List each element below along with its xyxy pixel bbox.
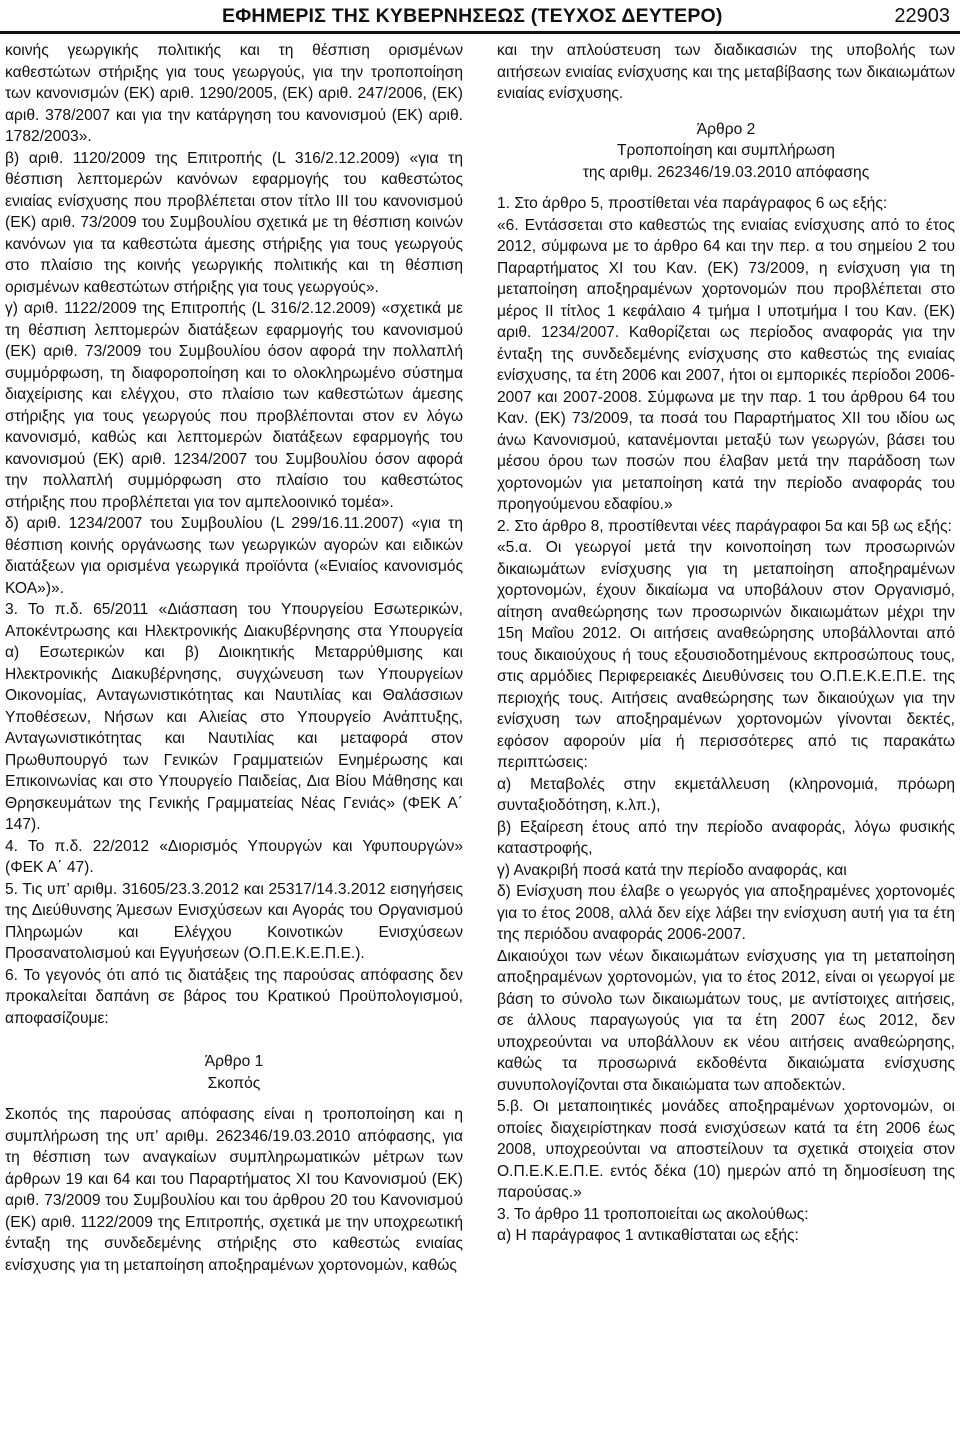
paragraph: 6. Το γεγονός ότι από τις διατάξεις της παρούσας απόφασης δεν προκαλείται δαπάνη σε βάρος του Κρατικού Προϋπολογισμού, αποφασίζουμε: bbox=[5, 966, 463, 1027]
article-2-heading: Άρθρο 2 bbox=[696, 120, 756, 138]
header-divider bbox=[0, 31, 960, 34]
paragraph: β) αριθ. 1120/2009 της Επιτροπής (L 316/2.12.2009) «για τη θέσπιση λεπτομερών κανόνων εφαρμογής του καθεστώτος ενιαίας ενίσχυσης που προβλέπεται στον τίτλο III του κανονισμού (ΕΚ) αριθ. 73/2009 του Συμβουλίου σχετικά με τη θέσπιση κοινών κανόνων για τα καθεστώτα άμεσης στήριξης για τους γεωργούς στο πλαίσιο της κοινής γεωργικής πολιτικής και τη θέσπιση ορισμένων καθεστώτων στήριξης για τους γεωργούς». bbox=[5, 149, 463, 296]
paragraph: 3. Το π.δ. 65/2011 «Διάσπαση του Υπουργείου Εσωτερικών, Αποκέντρωσης και Ηλεκτρονικής Διακυβέρνησης στα Υπουργεία α) Εσωτερικών και β) Διοικητικής Μεταρρύθμισης και Ηλεκτρονικής Διακυβέρνησης, συγχώνευση των Υπουργείων Οικονομίας, Ανταγωνιστικότητας και Ναυτιλίας και Θαλάσσιων Υποθέσεων, Νήσων και Αλιείας στο Υπουργείο Ανάπτυξης, Ανταγωνιστικότητας και Ναυτιλίας και μεταφορά στον Πρωθυπουργό των Γενικών Γραμματειών Ενημέρωσης και Επικοινωνίας και στο Υπουργείο Παιδείας, Δια Βίου Μάθησης και Θρησκευμάτων της Γενικής Γραμματείας Νέας Γενιάς» (ΦΕΚ Α΄ 147). bbox=[5, 601, 463, 833]
list-item: β) Εξαίρεση έτους από την περίοδο αναφοράς, λόγω φυσικής καταστροφής, bbox=[497, 818, 955, 857]
paragraph: 5.β. Οι μεταποιητικές μονάδες αποξηραμένων χορτονομών, οι οποίες διαχειρίστηκαν ποσά ενισχύσεων κατά τα έτη 2006 έως 2008, υποχρεούνται να αποστείλουν τα σχετικά στοιχεία στον Ο.Π.Ε.Κ.Ε.Π.Ε. εντός δέκα (10) ημερών από τη δημοσίευση της παρούσας.» bbox=[497, 1098, 955, 1201]
paragraph: 3. Το άρθρο 11 τροποποιείται ως ακολούθως: bbox=[497, 1205, 809, 1223]
page-number: 22903 bbox=[894, 5, 950, 27]
article-1-heading: Άρθρο 1 bbox=[204, 1053, 264, 1070]
left-column bbox=[5, 40, 463, 1276]
paragraph: 4. Το π.δ. 22/2012 «Διορισμός Υπουργών και Υφυπουργών» (ΦΕΚ Α΄ 47). bbox=[5, 837, 463, 876]
paragraph: «6. Εντάσσεται στο καθεστώς της ενιαίας ενίσχυσης από το έτος 2012, σύμφωνα με το άρθρο 64 και την περ. α του σημείου 2 του Παραρτήματος XI του Καν. (ΕΚ) 73/2009, η ενίσχυση για τη μεταποίηση αποξηραμένων χορτονομών που προβλέπεται στο μέρος II τίτλος 1 κεφάλαιο 4 τμήμα I υποτμήμα I του Καν. (ΕΚ) αριθ. 1234/2007. Καθορίζεται ως περίοδος αναφοράς για την ένταξη της συνδεδεμένης ενίσχυσης στο καθεστώς της ενιαίας ενίσχυσης, τα έτη 2006 και 2007, ήτοι οι εμπορικές περίοδοι 2006-2007 και 2007-2008. Σύμφωνα με την παρ. 1 του άρθρου 64 του Καν. (ΕΚ) 73/2009, τα ποσά του Παραρτήματος XII του ιδίου ως άνω Κανονισμού, κατανέμονται μεταξύ των γεωργών, βάσει του μέσου όρου των ποσών που έλαβαν μετά την παράδοση των χορτονομών για μεταποίηση κατά την περίοδο αναφοράς του προηγούμενου εδαφίου.» bbox=[497, 216, 955, 513]
paragraph: «5.α. Οι γεωργοί μετά την κοινοποίηση των προσωρινών δικαιωμάτων ενίσχυσης για τη μεταποίηση αποξηραμένων χορτονομών, έχουν δικαίωμα να υποβάλουν στον Οργανισμό, αίτηση αναθεώρησης των προσωρινών δικαιωμάτων μέχρι την 15η Μαΐου 2012. Οι αιτήσεις αναθεώρησης υποβάλλονται από τους δικαιούχους ή τους εξουσιοδοτημένους εκπροσώπους τους, στις αρμόδιες Περιφερειακές Διευθύνσεις του Ο.Π.Ε.Κ.Ε.Π.Ε. της περιοχής τους. Αιτήσεις αναθεώρησης των δικαιούχων για την ενίσχυση των αποξηραμένων χορτονομών γίνονται δεκτές, εφόσον αφορούν μία ή περισσότερες από τις παρακάτω περιπτώσεις: bbox=[497, 539, 955, 771]
page-header bbox=[0, 0, 960, 36]
paragraph: α) Η παράγραφος 1 αντικαθίσταται ως εξής: bbox=[497, 1227, 799, 1244]
paragraph: και την απλούστευση των διαδικασιών της υποβολής των αιτήσεων ενιαίας ενίσχυσης και της μεταβίβασης των δικαιωμάτων ενιαίας ενίσχυσης. bbox=[497, 42, 955, 102]
paragraph: δ) αριθ. 1234/2007 του Συμβουλίου (L 299/16.11.2007) «για τη θέσπιση κοινής οργάνωσης των γεωργικών αγορών και ειδικών διατάξεων για ορισμένα γεωργικά προϊόντα («Ενιαίος κανονισμός ΚΟΑ»)». bbox=[5, 515, 463, 597]
list-item: γ) Ανακριβή ποσά κατά την περίοδο αναφοράς, και bbox=[497, 861, 847, 879]
article-1-text: Σκοπός της παρούσας απόφασης είναι η τροποποίηση και η συμπλήρωση της υπ’ αριθμ. 262346/19.03.2010 απόφασης, για τη θέσπιση των αναγκαίων συμπληρωματικών μέτρων των άρθρων 19 και 64 και του Παραρτήματος XI του Κανονισμού (ΕΚ) αριθ. 73/2009 του Συμβουλίου και του άρθρου 20 του Κανονισμού (ΕΚ) αριθ. 1122/2009 της Επιτροπής, σχετικά με την υποχρεωτική ένταξη της συνδεδεμένης στήριξης στο καθεστώς ενιαίας ενίσχυσης για τη μεταποίηση αποξηραμένων χορτονομών, καθώς bbox=[5, 1106, 463, 1274]
paragraph: Δικαιούχοι των νέων δικαιωμάτων ενίσχυσης για τη μεταποίηση αποξηραμένων χορτονομών, για το έτος 2012, είναι οι γεωργοί με βάση το σύνολο των δικαιωμάτων τους, με αντίστοιχες αιτήσεις, σε άλλους παραγωγούς για τα έτη 2007 έως 2012, δεν υποχρεούνται να υποβάλλουν εκ νέου αιτήσεις αναθεώρησης, καθώς τα προσωρινά εκδοθέντα δικαιώματα ενίσχυσης συνυπολογίζονται στα δικαιώματα των αποδεκτών. bbox=[497, 947, 955, 1094]
right-column bbox=[497, 40, 955, 1247]
article-1-subheading: Σκοπός bbox=[207, 1074, 261, 1092]
paragraph: 2. Στο άρθρο 8, προστίθενται νέες παράγραφοι 5α και 5β ως εξής: bbox=[497, 517, 952, 535]
list-item: α) Μεταβολές στην εκμετάλλευση (κληρονομιά, πρόωρη συνταξιοδότηση, κ.λπ.), bbox=[497, 775, 955, 814]
gazette-title: ΕΦΗΜΕΡΙΣ ΤΗΣ ΚΥΒΕΡΝΗΣΕΩΣ (ΤΕΥΧΟΣ ΔΕΥΤΕΡΟ) bbox=[222, 5, 723, 27]
list-item: δ) Ενίσχυση που έλαβε ο γεωργός για αποξηραμένες χορτονομές για το έτος 2008, αλλά δεν είχε λάβει την ενίσχυση αυτή για τα έτη της περιόδου αναφοράς 2006-2007. bbox=[497, 883, 955, 943]
paragraph: γ) αριθ. 1122/2009 της Επιτροπής (L 316/2.12.2009) «σχετικά με τη θέσπιση λεπτομερών διατάξεων εφαρμογής του κανονισμού (ΕΚ) αριθ. 73/2009 του Συμβουλίου όσον αφορά την πολλαπλή συμμόρφωση, τη διαφοροποίηση και το ολοκληρωμένο σύστημα διαχείρισης και ελέγχου, στο πλαίσιο των καθεστώτων άμεσης στήριξης για τους γεωργούς που προβλέπονται στον εν λόγω κανονισμό, καθώς και λεπτομερών διατάξεων εφαρμογής του κανονισμού (ΕΚ) αριθ. 1234/2007 του Συμβουλίου όσον αφορά την πολλαπλή συμμόρφωση στο πλαίσιο του καθεστώτος στήριξης που προβλέπεται για τον αμπελοοινικό τομέα». bbox=[5, 300, 463, 511]
paragraph: κοινής γεωργικής πολιτικής και τη θέσπιση ορισμένων καθεστώτων στήριξης για τους γεωργούς, για την τροποποίηση των κανονισμών (ΕΚ) αριθ. 1290/2005, (ΕΚ) αριθ. 247/2006, (ΕΚ) αριθ. 378/2007 και για την κατάργηση του κανονισμού (ΕΚ) αριθ. 1782/2003». bbox=[5, 42, 463, 145]
paragraph: 5. Τις υπ’ αριθμ. 31605/23.3.2012 και 25317/14.3.2012 εισηγήσεις της Διεύθυνσης Άμεσων Ενισχύσεων και Αγοράς του Οργανισμού Πληρωμών και Ελέγχου Κοινοτικών Ενισχύσεων Προσανατολισμού και Εγγυήσεων (Ο.Π.Ε.Κ.Ε.Π.Ε.). bbox=[5, 880, 463, 962]
paragraph: 1. Στο άρθρο 5, προστίθεται νέα παράγραφος 6 ως εξής: bbox=[497, 195, 888, 212]
article-2-subheading-line1: Τροποποίηση και συμπλήρωση bbox=[617, 142, 835, 159]
article-2-subheading-line2: της αριθμ. 262346/19.03.2010 απόφασης bbox=[582, 163, 870, 181]
